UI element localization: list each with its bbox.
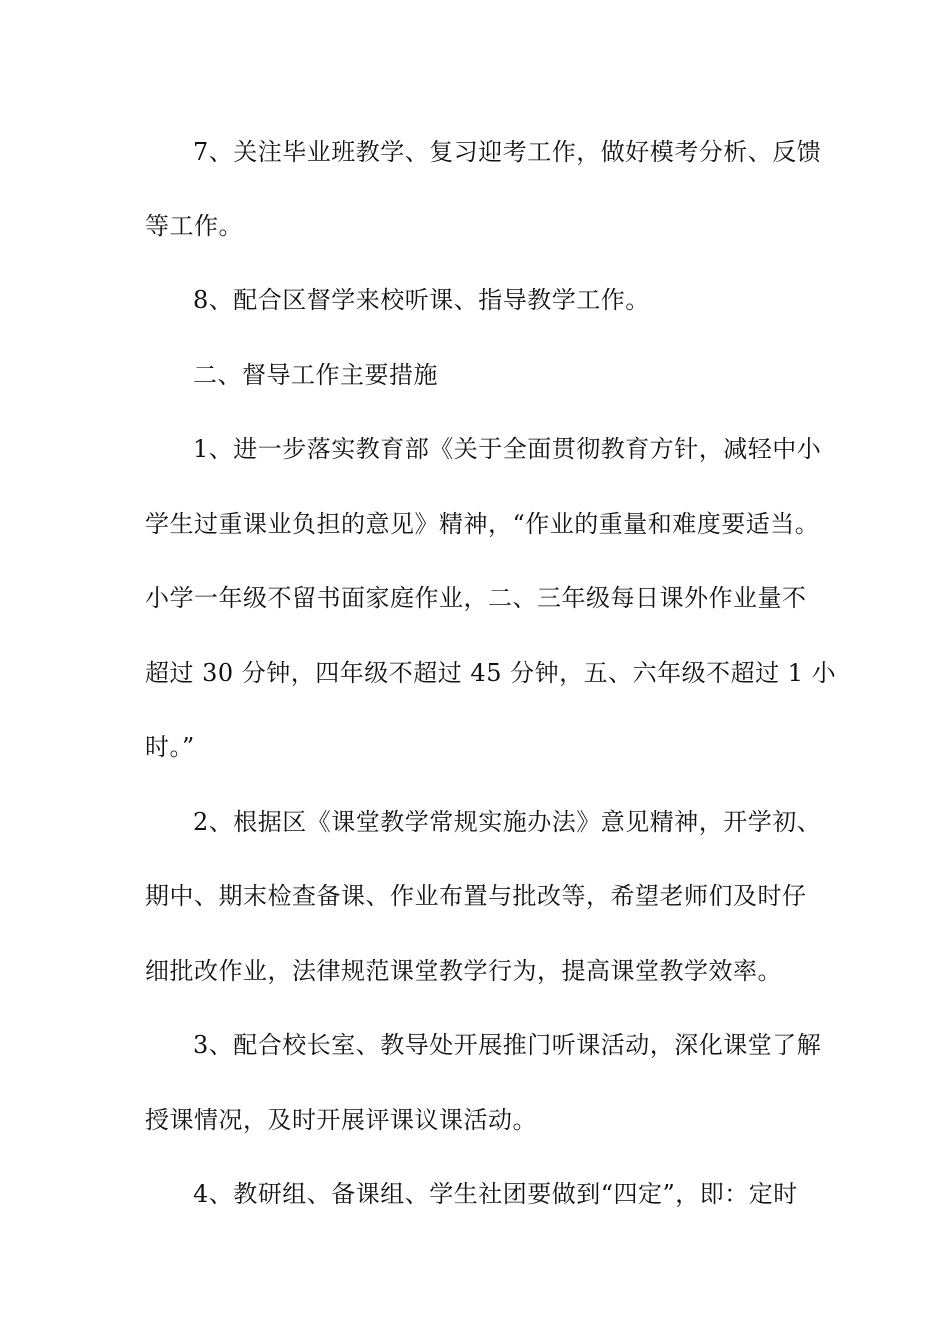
text-line: 等工作。 [145,212,243,240]
text-line: 学生过重课业负担的意见》精神，“作业的重量和难度要适当。 [145,510,820,538]
text-line: 超过 30 分钟，四年级不超过 45 分钟，五、六年级不超过 1 小 [145,659,837,687]
section-heading: 二、督导工作主要措施 [193,361,438,389]
text-line: 8、配合区督学来校听课、指导教学工作。 [193,286,650,314]
text-line: 小学一年级不留书面家庭作业，二、三年级每日课外作业量不 [145,584,807,612]
text-line: 授课情况，及时开展评课议课活动。 [145,1106,537,1134]
text-line: 时。” [145,733,195,761]
text-line: 3、配合校长室、教导处开展推门听课活动，深化课堂了解 [193,1031,822,1059]
text-line: 7、关注毕业班教学、复习迎考工作，做好模考分析、反馈 [193,138,822,166]
text-line: 期中、期末检查备课、作业布置与批改等，希望老师们及时仔 [145,882,807,910]
text-line: 4、教研组、备课组、学生社团要做到“四定”，即：定时 [193,1180,798,1208]
text-line: 2、根据区《课堂教学常规实施办法》意见精神，开学初、 [193,808,822,836]
text-line: 1、进一步落实教育部《关于全面贯彻教育方针，减轻中小 [193,435,822,463]
text-line: 细批改作业，法律规范课堂教学行为，提高课堂教学效率。 [145,957,782,985]
